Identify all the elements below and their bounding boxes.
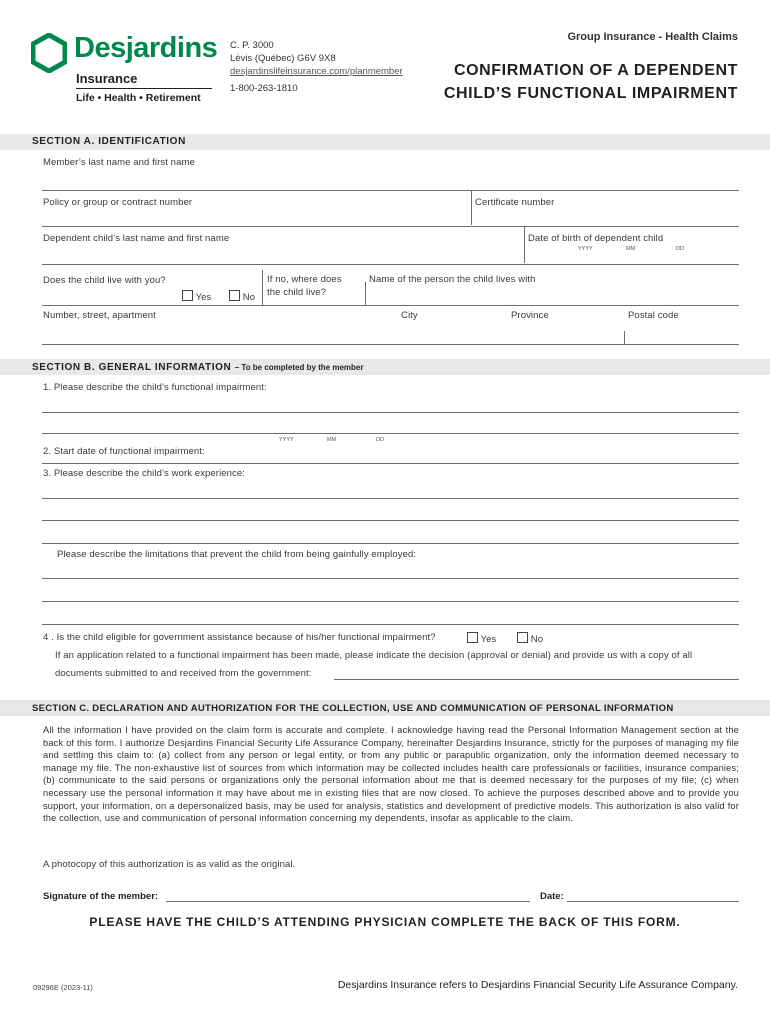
q4-label: 4 . Is the child eligible for government assistance because of his/her functional impairment? <box>43 632 436 643</box>
member-name-label: Member’s last name and first name <box>43 157 195 168</box>
q3b-label: Please describe the limitations that prevent the child from being gainfully employed: <box>57 549 417 560</box>
address-line1: C. P. 3000 <box>230 40 274 51</box>
logo-name: Desjardins <box>74 32 218 64</box>
q3-label: 3. Please describe the child’s work experience: <box>43 468 246 479</box>
tagline: Life • Health • Retirement <box>76 92 201 104</box>
lives-with-no[interactable]: No <box>229 290 255 303</box>
dependent-name-label: Dependent child’s last name and first name <box>43 233 230 244</box>
q2-field[interactable] <box>42 463 739 464</box>
city-label: City <box>401 310 418 321</box>
signature-field[interactable] <box>166 901 530 902</box>
address-line2: Lévis (Québec) G6V 9X8 <box>230 53 336 64</box>
q2-label: 2. Start date of functional impairment: <box>43 446 205 457</box>
q4-no-checkbox[interactable] <box>517 632 528 643</box>
dob-label: Date of birth of dependent child <box>528 233 664 244</box>
person-name-label: Name of the person the child lives with <box>369 274 536 285</box>
section-b-title: SECTION B. GENERAL INFORMATION – To be completed by the member <box>32 362 364 373</box>
if-no-label-1: If no, where does <box>267 274 342 285</box>
desjardins-logo-icon <box>31 33 67 73</box>
q3b-line-2[interactable] <box>42 601 739 602</box>
start-yyyy: YYYY <box>279 437 294 443</box>
q4-yes-checkbox[interactable] <box>467 632 478 643</box>
q4-note-field[interactable] <box>334 679 739 680</box>
yes-checkbox[interactable] <box>182 290 193 301</box>
lives-with-yes[interactable]: Yes <box>182 290 211 303</box>
date-field[interactable] <box>567 901 739 902</box>
logo-sub: Insurance <box>76 71 138 86</box>
q3-line-2[interactable] <box>42 520 739 521</box>
start-mm: MM <box>327 437 337 443</box>
date-label: Date: <box>540 891 564 902</box>
start-dd: DD <box>376 437 384 443</box>
q3b-line-1[interactable] <box>42 578 739 579</box>
q1-line-1[interactable] <box>42 412 739 413</box>
address-field[interactable] <box>42 344 739 345</box>
person-name-field[interactable] <box>42 305 739 306</box>
q1-label: 1. Please describe the child’s functional impairment: <box>43 382 267 393</box>
postal-label: Postal code <box>628 310 679 321</box>
dependent-name-field[interactable] <box>42 264 739 265</box>
physician-note: PLEASE HAVE THE CHILD’S ATTENDING PHYSICIAN COMPLETE THE BACK OF THIS FORM. <box>89 915 681 929</box>
declaration-paragraph: All the information I have provided on the claim form is accurate and complete. I acknowledge having read the Personal Information Management section at the back of this form. I authorize Desjardins Financial Security Life Assurance Company, hereinafter Desjardins Insurance, strictly for the purposes of managing my file and settling this claim to: (a) collect from any person or legal entity, or from any public or parapublic organization, only the information deemed necessary to manage my file. The non-exhaustive list of sources from which information may be collected includes health care professionals or facilities, insurance companies; (b) communicate to the said persons or organizations only the personal information about me that is deemed necessary for the purposes of my file; (c) when necessary use the personal information it may have about me in existing files that are now closed. To achieve the purposes described above and to provide you support, your information, on a depersonalized basis, may be used for analysis, statistics and development of predictive models. This authorization is also valid for the collection, use and communication of personal information concerning my dependents, insofar as applicable to the claim. <box>43 725 739 824</box>
form-code: 09296E (2023-11) <box>33 983 93 992</box>
policy-field[interactable] <box>42 226 739 227</box>
dob-mm: MM <box>626 246 636 252</box>
q4-note-1: If an application related to a functional impairment has been made, please indicate the decision (approval or denial) and provide us with a copy of all <box>55 650 693 661</box>
province-label: Province <box>511 310 549 321</box>
q3-line-3[interactable] <box>42 543 739 544</box>
q3b-line-3[interactable] <box>42 624 739 625</box>
no-checkbox[interactable] <box>229 290 240 301</box>
footer-disclaimer: Desjardins Insurance refers to Desjardins Financial Security Life Assurance Company. <box>337 979 738 991</box>
form-title-1: CONFIRMATION OF A DEPENDENT <box>453 62 738 79</box>
if-no-label-2: the child live? <box>267 287 327 298</box>
section-c-title: SECTION C. DECLARATION AND AUTHORIZATION FOR THE COLLECTION, USE AND COMMUNICATION OF PERSONAL INFORMATION <box>32 703 674 714</box>
form-category: Group Insurance - Health Claims <box>567 31 738 43</box>
section-a-title: SECTION A. IDENTIFICATION <box>32 136 186 147</box>
street-label: Number, street, apartment <box>43 310 156 321</box>
q3-line-1[interactable] <box>42 498 739 499</box>
website-link[interactable]: desjardinslifeinsurance.com/planmember <box>230 66 403 77</box>
lives-with-question: Does the child live with you? <box>43 275 166 286</box>
member-name-field[interactable] <box>42 190 739 191</box>
q1-line-2[interactable] <box>42 433 739 434</box>
phone: 1-800-263-1810 <box>230 83 298 94</box>
q4-no[interactable]: No <box>517 632 543 645</box>
q4-yes[interactable]: Yes <box>467 632 496 645</box>
dob-yyyy: YYYY <box>578 246 593 252</box>
dob-dd: DD <box>676 246 684 252</box>
form-title-2: CHILD’S FUNCTIONAL IMPAIRMENT <box>443 85 738 102</box>
policy-label: Policy or group or contract number <box>43 197 193 208</box>
signature-label: Signature of the member: <box>43 891 159 902</box>
photocopy-note: A photocopy of this authorization is as valid as the original. <box>43 859 296 870</box>
certificate-label: Certificate number <box>475 197 555 208</box>
q4-note-2: documents submitted to and received from the government: <box>55 668 312 679</box>
